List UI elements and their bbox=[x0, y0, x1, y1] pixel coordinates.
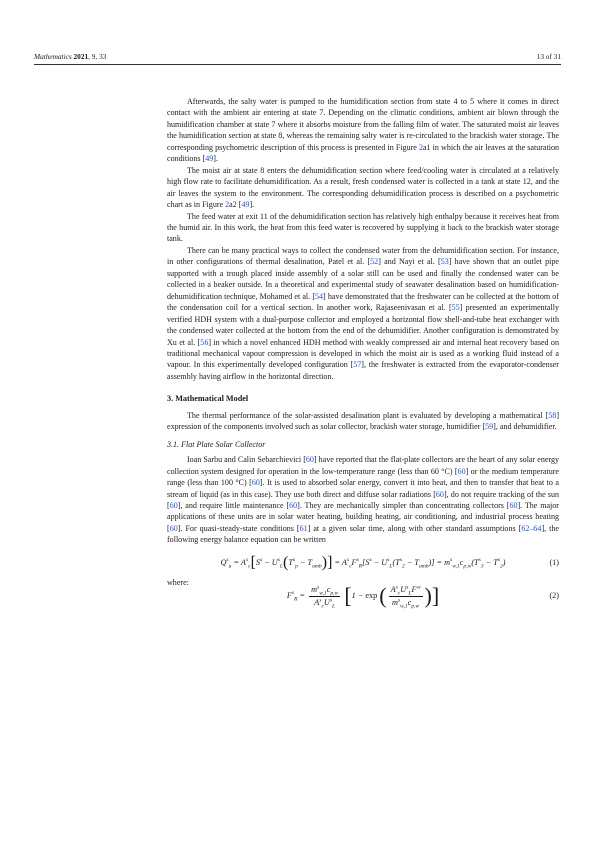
subsection-heading: 3.1. Flat Plate Solar Collector bbox=[167, 439, 266, 449]
paragraph-humidification: Afterwards, the salty water is pumped to the humidification section from state 4 to 5 where it comes in direct contact with the ambient air entering at state 7. Depending on the climatic conditions, ambient air blown through the humidification chamber at state 7 where it absorbs moisture from the falling film of water. The saturated moist air leaves the humidification section at state 8, whereas the remaining salty water is re-circulated to the brackish water storage. The corresponding psychometric description of this process is presented in Figure 2a1 in which the air leaves at the saturation conditions [49]. bbox=[167, 97, 560, 164]
citation-link[interactable]: 61 bbox=[299, 523, 308, 533]
paragraph-feed-water: The feed water at exit 11 of the dehumidification section has relatively high enthalpy because it receives heat from the humid air. In this work, the heat from this feed water is recovered by supplying it back to the brackish water storage tank. bbox=[167, 211, 559, 244]
figure-link[interactable]: 2 bbox=[225, 200, 230, 210]
citation-link[interactable]: 59 bbox=[485, 422, 494, 432]
page-number: 13 of 31 bbox=[536, 52, 561, 61]
citation-link[interactable]: 60 bbox=[509, 500, 518, 510]
paragraph-model-intro: The thermal performance of the solar-assisted desalination plant is evaluated by developing a mathematical [58] expression of the components involved such as solar collector, brackish water storage, humidifier [59], and dehumidifier. bbox=[167, 410, 559, 432]
citation-link[interactable]: 60 bbox=[169, 500, 178, 510]
equation-1: $Q^s_u = A^s_c[S^s - U^s_L(T^s_p - T_{amb})] = A^s_cF^s_R[S^s - U^s_L(T^s_2 - T_{amb})] = m^s_{w,1}c_{p,w}(T^s_3 - T^s_2)$ (1) bbox=[220, 553, 559, 571]
citation-link[interactable]: 55 bbox=[451, 303, 460, 313]
citation-link[interactable]: 58 bbox=[548, 410, 557, 420]
citation-link[interactable]: 49 bbox=[241, 200, 250, 210]
citation-link[interactable]: 62–64 bbox=[521, 523, 542, 533]
citation-link[interactable]: 52 bbox=[370, 257, 379, 267]
citation-link[interactable]: 54 bbox=[315, 291, 324, 301]
citation-link[interactable]: 60 bbox=[251, 478, 260, 488]
citation-link[interactable]: 53 bbox=[440, 257, 449, 267]
citation-link[interactable]: 56 bbox=[200, 337, 209, 347]
citation-link[interactable]: 60 bbox=[169, 523, 178, 533]
page-header bbox=[34, 52, 561, 65]
citation-link[interactable]: 60 bbox=[457, 466, 466, 476]
equation-number: (1) bbox=[549, 558, 559, 568]
article-body bbox=[167, 96, 559, 614]
where-label: where: bbox=[167, 577, 189, 587]
citation-link[interactable]: 57 bbox=[353, 360, 362, 370]
paragraph-flat-plate: Ioan Sarbu and Calin Sebarchievici [60] have reported that the flat-plate collectors are the heart of any solar energy collection system designed for operation in the low-temperature range (less than 60 °C) [60] or the medium temperature range (less than 100 °C) [60]. It is used to absorbed solar energy, convert it into heat, and then to transfer that heat to a stream of liquid (as in this case). They use both direct and diffuse solar radiations [60], do not require tracking of the sun [60], and require little maintenance [60]. They are mechanically simpler than concentrating collectors [60]. The major applications of these units are in solar water heating, building heating, air conditioning, and industrial process heating [60]. For quasi-steady-state conditions [61] at a given solar time, along with other standard assumptions [62–64], the following energy balance equation can be written bbox=[167, 455, 560, 545]
citation-link[interactable]: 60 bbox=[305, 455, 314, 465]
citation-link[interactable]: 60 bbox=[435, 489, 444, 499]
paragraph-collection-methods: There can be many practical ways to collect the condensed water from the dehumidification section. For instance, in other configurations of thermal desalination, Patel et al. [52] and Nayi et al. [53] have shown that an outlet pipe supported with a trough placed inside assembly of a solar still can be used and finally the condensed water can be collected in a beaker outside. In a theoretical and experimental study of seawater desalination based on humidification-dehumidification technique, Mohamed et al. [54] have demonstrated that the freshwater can be collected at the bottom of the condensation coil for a vertical section. In another work, Rajaseenivasan et al. [55] presented an experimentally verified HDH system with a dual-purpose collector and employed a horizontal flow shell-and-tube heat exchanger with the condensed water collected at the bottom from the end of the dehumidifier. Another configuration is demonstrated by Xu et al. [56] in which a novel enhanced HDH method with weakly compressed air and internal heat recovery based on traditional mechanical vapour compression is developed in which the moist air is used as a working fluid instead of a vapour. In this experimentally developed configuration [57], the freshwater is extracted from the evaporator-condenser assembly having airflow in the horizontal direction. bbox=[167, 245, 560, 381]
paragraph-dehumidification: The moist air at state 8 enters the dehumidification section where feed/cooling water is circulated at a relatively high flow rate to facilitate dehumidification. As a result, fresh condensed water is collected in a tank at state 12, and the air leaves the system to the environment. The corresponding dehumidification process is described on a psychometric chart as in Figure 2a2 [49]. bbox=[167, 165, 559, 210]
figure-link[interactable]: 2 bbox=[418, 142, 423, 152]
journal-citation: Mathematics 2021, 9, 33 bbox=[34, 52, 107, 61]
citation-link[interactable]: 60 bbox=[289, 500, 298, 510]
equation-number: (2) bbox=[549, 591, 559, 601]
section-heading: 3. Mathematical Model bbox=[167, 394, 249, 404]
equation-2: $F^s_R$ = $\frac{m^s_{w,1}c_{p,w}}{A^s_cU^s_L}$ [1 − exp ( $\frac{A^s_cU^s_LF'^s}{m^s_{w,1}c_{p,w}}$ )] (2) bbox=[286, 583, 559, 610]
citation-link[interactable]: 49 bbox=[205, 154, 214, 164]
